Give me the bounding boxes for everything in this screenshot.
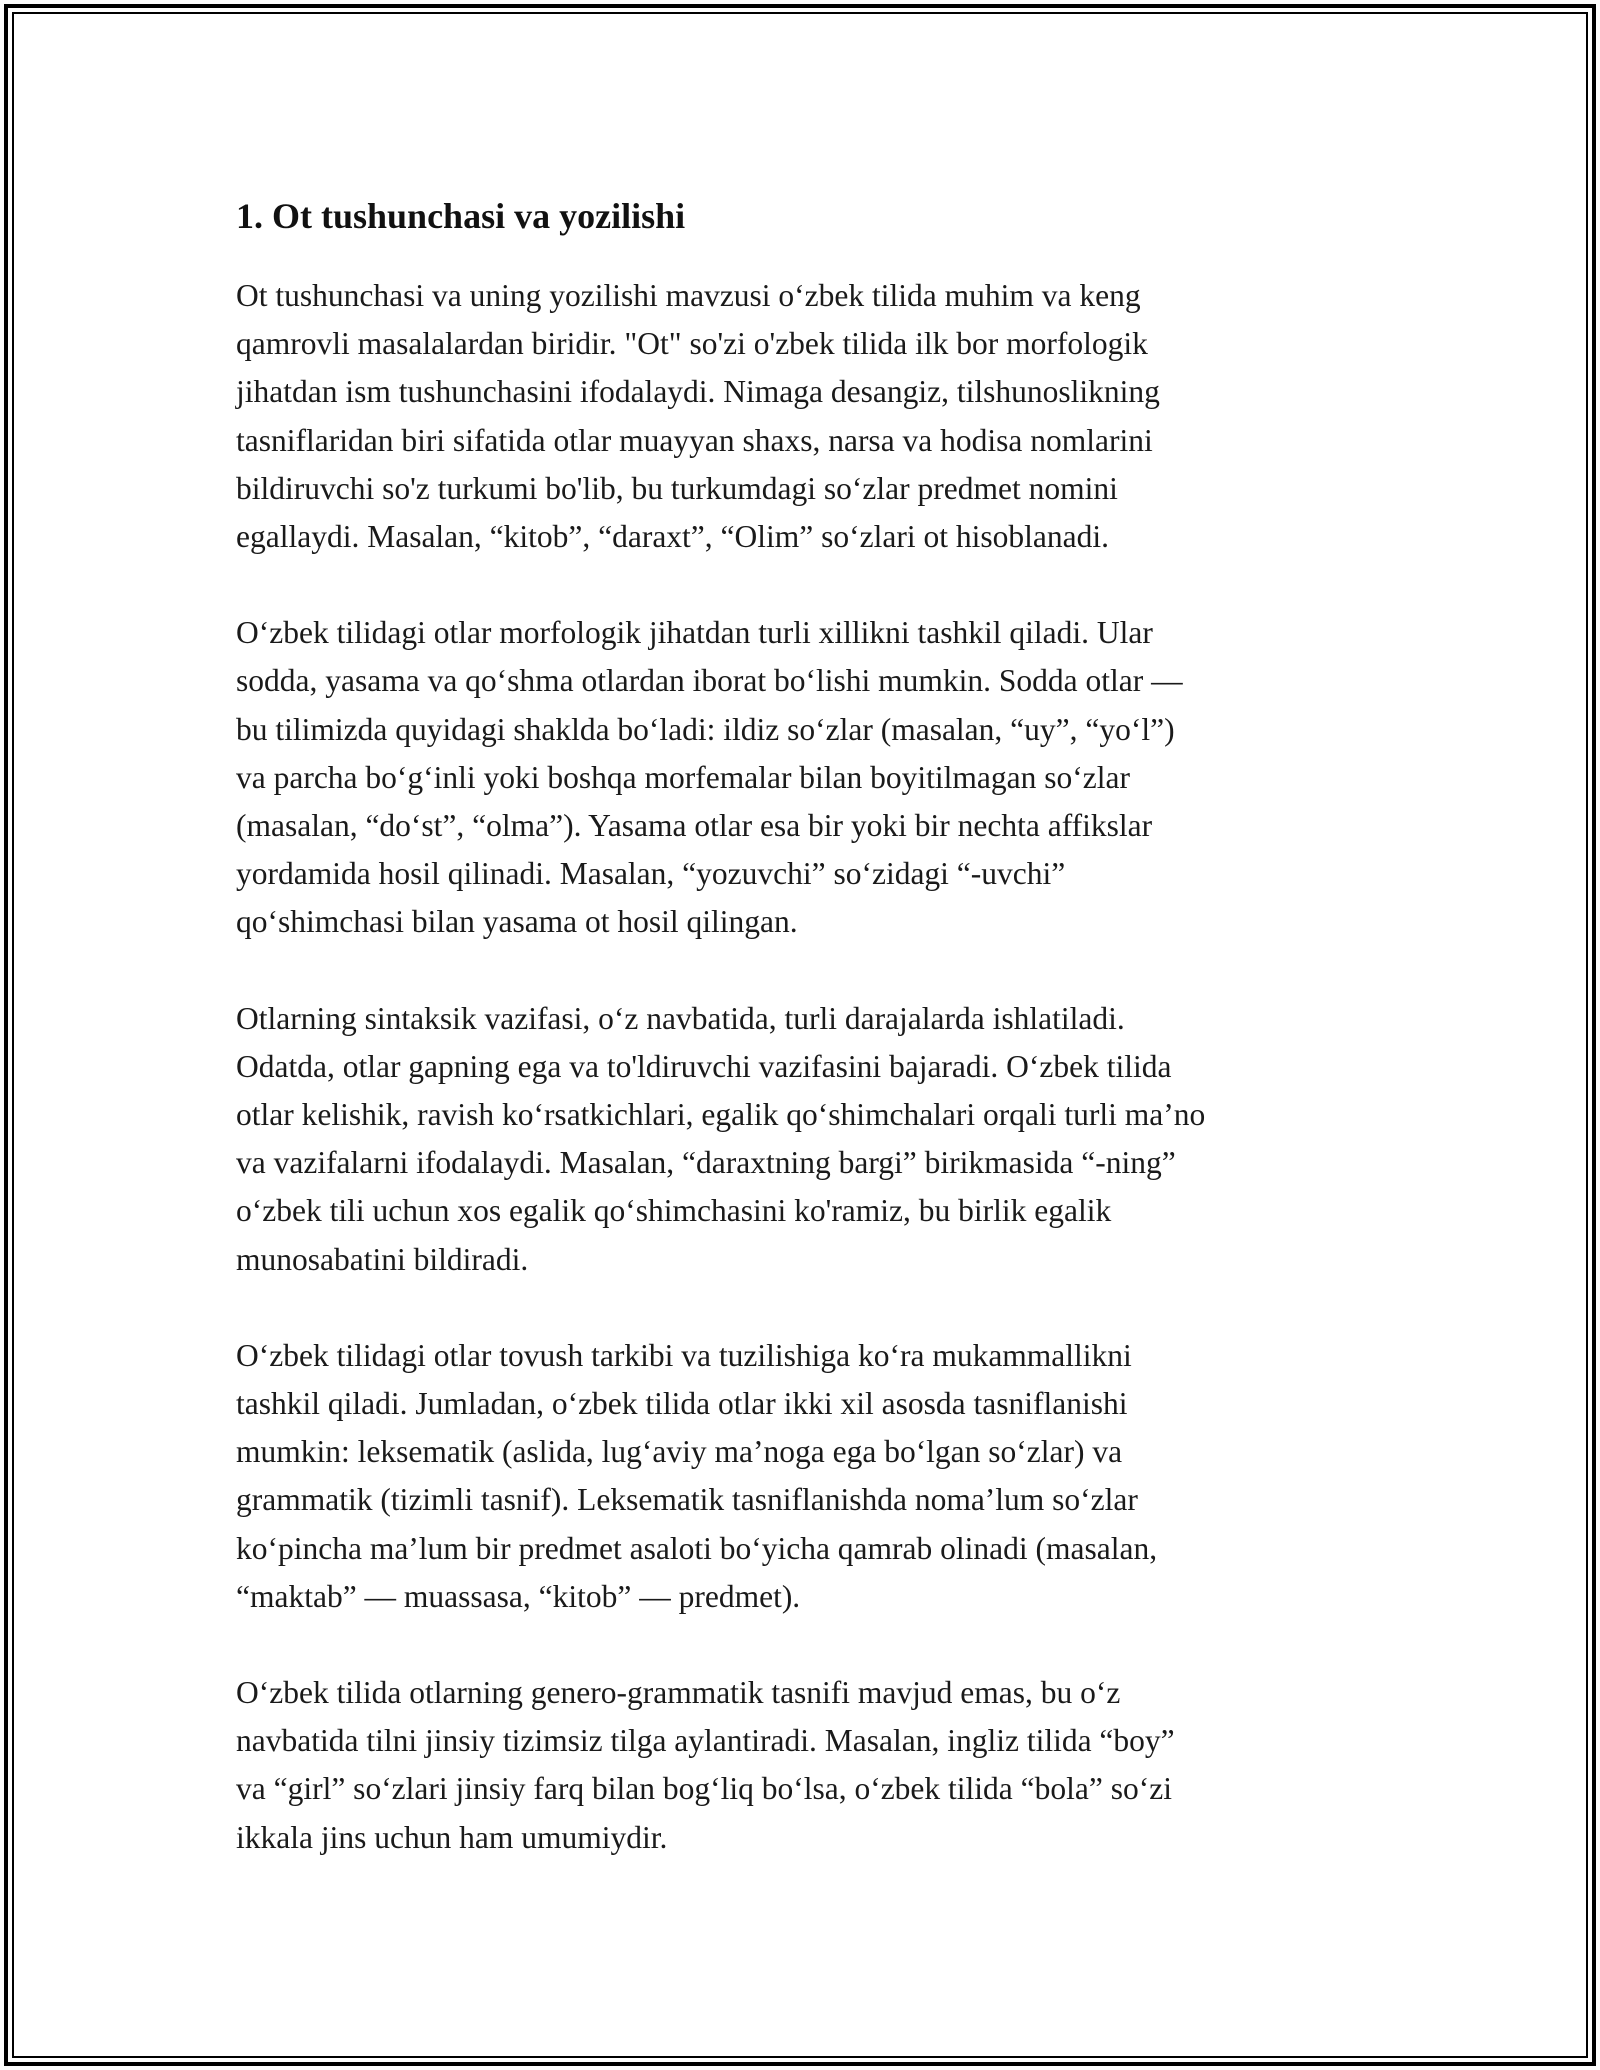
text-line: yordamida hosil qilinadi. Masalan, “yozuvchi” so‘zidagi “-uvchi” <box>236 856 1066 892</box>
text-line: egallaydi. Masalan, “kitob”, “daraxt”, “Olim” so‘zlari ot hisoblanadi. <box>236 519 1109 555</box>
document-content <box>236 190 1386 1910</box>
paragraph-2 <box>236 609 1386 946</box>
text-line: Odatda, otlar gapning ega va to'ldiruvchi vazifasini bajaradi. O‘zbek tilida <box>236 1048 1172 1084</box>
paragraph-5 <box>236 1669 1386 1862</box>
text-line: tashkil qiladi. Jumladan, o‘zbek tilida otlar ikki xil asosda tasniflanishi <box>236 1386 1128 1422</box>
text-line: O‘zbek tilida otlarning genero-grammatik tasnifi mavjud emas, bu o‘z <box>236 1675 1121 1711</box>
text-line: sodda, yasama va qo‘shma otlardan iborat bo‘lishi mumkin. Sodda otlar — <box>236 663 1183 699</box>
text-line: grammatik (tizimli tasnif). Leksematik tasniflanishda noma’lum so‘zlar <box>236 1482 1138 1518</box>
text-line: navbatida tilni jinsiy tizimsiz tilga aylantiradi. Masalan, ingliz tilida “boy” <box>236 1723 1175 1759</box>
text-line: qo‘shimchasi bilan yasama ot hosil qilingan. <box>236 904 798 940</box>
text-line: tasniflaridan biri sifatida otlar muayyan shaxs, narsa va hodisa nomlarini <box>236 422 1153 458</box>
paragraph-3 <box>236 995 1386 1284</box>
text-line: Otlarning sintaksik vazifasi, o‘z navbatida, turli darajalarda ishlatiladi. <box>236 1000 1125 1036</box>
text-line: munosabatini bildiradi. <box>236 1241 529 1277</box>
text-line: Ot tushunchasi va uning yozilishi mavzusi o‘zbek tilida muhim va keng <box>236 278 1141 313</box>
text-line: O‘zbek tilidagi otlar morfologik jihatdan turli xillikni tashkil qiladi. Ular <box>236 615 1153 651</box>
text-line: jihatdan ism tushunchasini ifodalaydi. Nimaga desangiz, tilshunoslikning <box>236 374 1160 410</box>
text-line: ikkala jins uchun ham umumiydir. <box>236 1819 668 1855</box>
text-line: o‘zbek tili uchun xos egalik qo‘shimchasini ko'ramiz, bu birlik egalik <box>236 1193 1112 1229</box>
text-line: va vazifalarni ifodalaydi. Masalan, “daraxtning bargi” birikmasida “-ning” <box>236 1145 1176 1181</box>
text-line: bu tilimizda quyidagi shaklda bo‘ladi: ildiz so‘zlar (masalan, “uy”, “yo‘l”) <box>236 711 1175 747</box>
section-heading: 1. Ot tushunchasi va yozilishi <box>236 196 686 236</box>
paragraph-1 <box>236 272 1386 561</box>
text-line: otlar kelishik, ravish ko‘rsatkichlari, egalik qo‘shimchalari orqali turli ma’no <box>236 1097 1206 1133</box>
text-line: “maktab” — muassasa, “kitob” — predmet). <box>236 1578 801 1614</box>
text-line: va parcha bo‘g‘inli yoki boshqa morfemalar bilan boyitilmagan so‘zlar <box>236 759 1130 795</box>
text-line: (masalan, “do‘st”, “olma”). Yasama otlar esa bir yoki bir nechta affikslar <box>236 808 1153 844</box>
text-line: qamrovli masalalardan biridir. "Ot" so'zi o'zbek tilida ilk bor morfologik <box>236 326 1148 362</box>
paragraph-4 <box>236 1332 1386 1621</box>
text-line: O‘zbek tilidagi otlar tovush tarkibi va tuzilishiga ko‘ra mukammallikni <box>236 1337 1132 1373</box>
text-line: va “girl” so‘zlari jinsiy farq bilan bog‘liq bo‘lsa, o‘zbek tilida “bola” so‘zi <box>236 1771 1172 1807</box>
text-line: bildiruvchi so'z turkumi bo'lib, bu turkumdagi so‘zlar predmet nomini <box>236 470 1118 506</box>
text-line: ko‘pincha ma’lum bir predmet asaloti bo‘yicha qamrab olinadi (masalan, <box>236 1530 1158 1566</box>
text-line: mumkin: leksematik (aslida, lug‘aviy ma’noga ega bo‘lgan so‘zlar) va <box>236 1434 1123 1470</box>
